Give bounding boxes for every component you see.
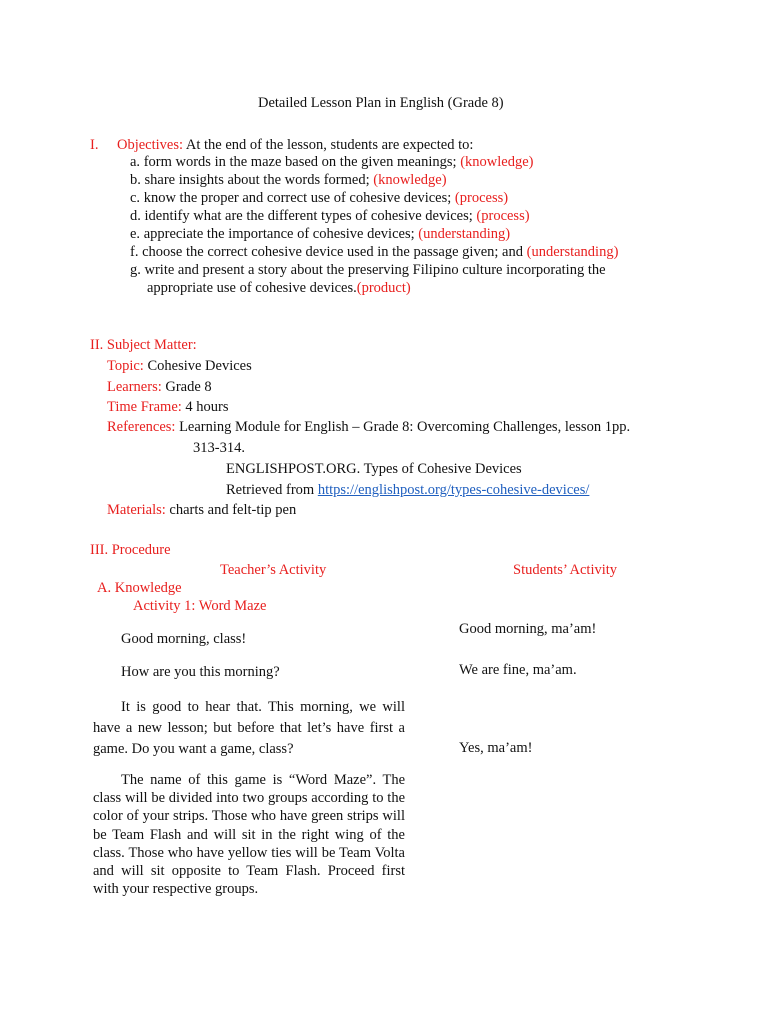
time-frame-value: 4 hours [185, 399, 229, 415]
procedure-heading: III. Procedure [90, 542, 171, 558]
reference-retrieved [226, 482, 589, 499]
teacher-paragraph-text: The name of this game is “Word Maze”. The class will be divided into two groups according to the color of your strips. Those who have green strips will be Team Flash and will sit in the right wing of the class. Those who have yellow ties will be Team Volta and will sit opposite to Team Flash. Proceed first with your respective groups. [93, 772, 405, 898]
objectives-heading [117, 137, 473, 154]
objective-item [130, 244, 618, 261]
references-label: References: [107, 419, 176, 435]
objective-text: identify what are the different types of cohesive devices; [144, 208, 473, 224]
student-line: Yes, ma’am! [459, 740, 533, 756]
objective-tag: (knowledge) [373, 172, 447, 188]
learners-row [107, 379, 212, 396]
objective-tag: (process) [476, 208, 530, 224]
student-line: We are fine, ma’am. [459, 662, 577, 678]
learners-value: Grade 8 [165, 379, 212, 395]
time-frame-row [107, 399, 229, 416]
objective-item [130, 154, 533, 171]
reference-site: ENGLISHPOST.ORG. Types of Cohesive Devices [226, 461, 522, 477]
objective-text: share insights about the words formed; [144, 172, 370, 188]
objective-letter: b. [130, 172, 141, 188]
activity-title: Activity 1: Word Maze [133, 598, 267, 614]
materials-label: Materials: [107, 502, 166, 518]
subject-matter-heading: II. Subject Matter: [90, 337, 197, 353]
objective-text: know the proper and correct use of cohesive devices; [143, 190, 452, 206]
objective-item [130, 172, 447, 189]
objective-text: appreciate the importance of cohesive devices; [143, 226, 415, 242]
objective-item [130, 226, 510, 243]
reference-module: Learning Module for English – Grade 8: Overcoming Challenges, lesson 1pp. [179, 419, 631, 435]
objective-tag: (process) [454, 190, 509, 206]
topic-row [107, 358, 252, 375]
topic-label: Topic: [107, 358, 144, 374]
objective-tag: (product) [356, 280, 411, 296]
objective-letter: f. [130, 244, 139, 260]
objective-item [130, 208, 530, 225]
time-frame-label: Time Frame: [107, 399, 182, 415]
objective-letter: e. [130, 226, 141, 242]
teacher-paragraph-text: It is good to hear that. This morning, we will have a new lesson; but before that let’s have first a game. Do you want a game, class? [93, 699, 405, 757]
objective-text: write and present a story about the preserving Filipino culture incorporating the [144, 262, 606, 278]
teacher-line: Good morning, class! [121, 631, 247, 647]
teacher-paragraph [93, 771, 405, 898]
objective-letter: d. [130, 208, 141, 224]
learners-label: Learners: [107, 379, 162, 395]
topic-value: Cohesive Devices [147, 358, 252, 374]
student-line: Good morning, ma’am! [459, 621, 597, 637]
materials-row [107, 502, 296, 519]
objective-item [130, 190, 508, 207]
section-knowledge: A. Knowledge [97, 580, 182, 596]
objective-tag: (understanding) [526, 244, 619, 260]
objectives-label: Objectives: [117, 137, 184, 153]
objective-item [130, 262, 606, 279]
objective-letter: a. [130, 154, 141, 170]
teacher-line: How are you this morning? [121, 664, 280, 680]
objective-item-continuation [147, 280, 411, 297]
objective-text: choose the correct cohesive device used in the passage given; and [142, 244, 523, 260]
objective-letter: g. [130, 262, 141, 278]
objective-letter: c. [130, 190, 141, 206]
retrieved-label: Retrieved from [226, 482, 315, 498]
objective-tag: (understanding) [418, 226, 511, 242]
reference-pages: 313-314. [193, 440, 245, 456]
references-row [107, 419, 630, 436]
objectives-intro: At the end of the lesson, students are expected to: [185, 137, 474, 153]
reference-link[interactable]: https://englishpost.org/types-cohesive-devices/ [317, 482, 590, 498]
teacher-activity-column-header: Teacher’s Activity [220, 562, 327, 578]
objective-text: appropriate use of cohesive devices. [147, 280, 357, 296]
objective-text: form words in the maze based on the given meanings; [143, 154, 457, 170]
students-activity-column-header: Students’ Activity [513, 562, 618, 578]
objectives-numeral: I. [90, 137, 99, 153]
document-title: Detailed Lesson Plan in English (Grade 8) [258, 95, 504, 111]
materials-value: charts and felt-tip pen [169, 502, 297, 518]
objective-tag: (knowledge) [460, 154, 534, 170]
teacher-paragraph [93, 697, 405, 760]
